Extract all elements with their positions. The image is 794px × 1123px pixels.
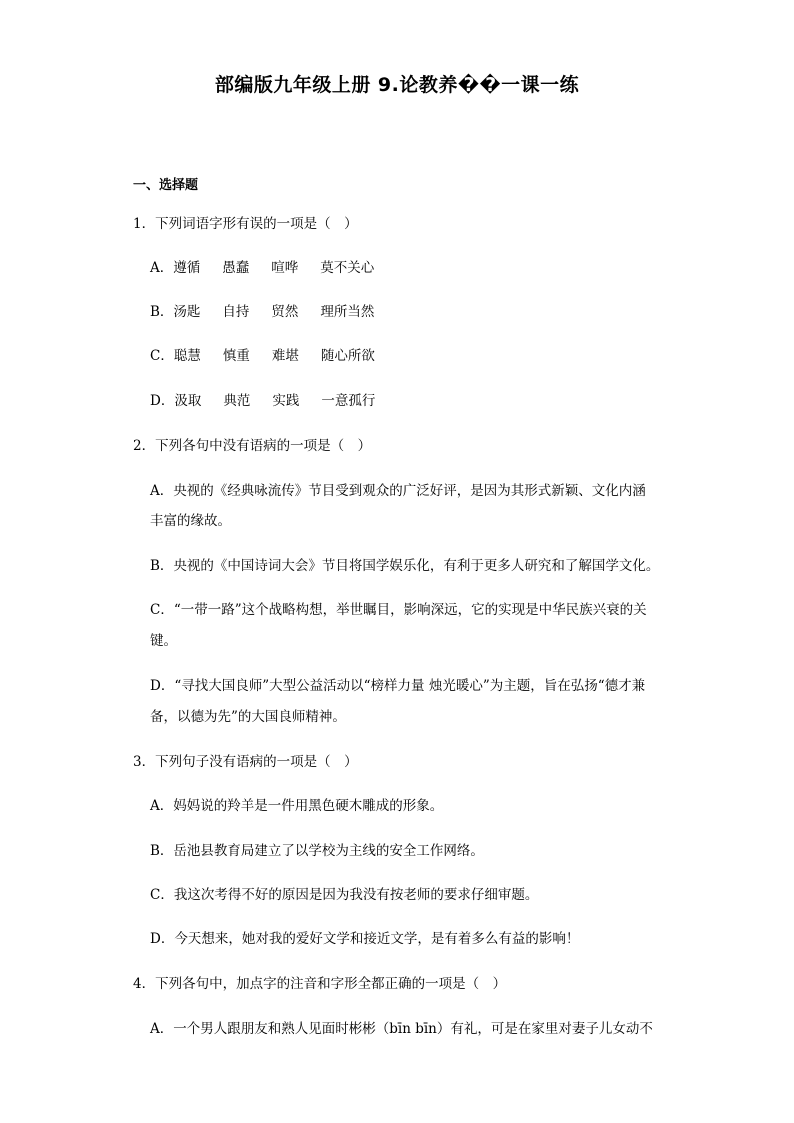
option-word: 莫不关心 bbox=[320, 260, 375, 276]
question-4-option-a-line-1: A．一个男人跟朋友和熟人见面时彬彬（bīn bīn）有礼，可是在家里对妻子儿女动不 bbox=[150, 1021, 653, 1037]
option-word: 难堪 bbox=[271, 348, 299, 364]
option-word: 贸然 bbox=[271, 304, 299, 320]
option-word: 一意孤行 bbox=[321, 393, 376, 409]
option-word: 理所当然 bbox=[320, 304, 375, 320]
option-word: 汲取 bbox=[174, 393, 202, 409]
question-2-option-c-line-1: C．“一带一路”这个战略构想，举世瞩目，影响深远，它的实现是中华民族兴衰的关 bbox=[150, 602, 647, 618]
option-word: 典范 bbox=[223, 393, 251, 409]
question-1-stem: 1．下列词语字形有误的一项是（ ） bbox=[133, 216, 358, 232]
question-3-stem: 3．下列句子没有语病的一项是（ ） bbox=[133, 754, 358, 770]
question-2-option-c-line-2: 键。 bbox=[150, 633, 177, 649]
option-prefix: D． bbox=[150, 393, 175, 409]
question-2-option-a-line-1: A．央视的《经典咏流传》节目受到观众的广泛好评，是因为其形式新颖、文化内涵 bbox=[150, 483, 646, 499]
option-prefix: B． bbox=[150, 304, 174, 320]
question-1-option-b bbox=[150, 303, 374, 321]
question-3-option-d: D．今天想来，她对我的爱好文学和接近文学，是有着多么有益的影响！ bbox=[150, 931, 580, 947]
question-2-option-d-line-1: D．“寻找大国良师”大型公益活动以“榜样力量 烛光暖心”为主题，旨在弘扬“德才兼 bbox=[150, 678, 646, 694]
option-word: 慎重 bbox=[222, 348, 250, 364]
option-word: 实践 bbox=[272, 393, 300, 409]
question-3-option-b: B．岳池县教育局建立了以学校为主线的安全工作网络。 bbox=[150, 843, 484, 859]
option-word: 自持 bbox=[222, 304, 250, 320]
document-title: 部编版九年级上册 9.论教养��一课一练 bbox=[214, 74, 580, 96]
section-heading: 一、选择题 bbox=[133, 178, 199, 193]
question-2-option-b: B．央视的《中国诗词大会》节目将国学娱乐化，有利于更多人研究和了解国学文化。 bbox=[150, 558, 660, 574]
question-1-option-d bbox=[150, 392, 375, 410]
option-word: 遵循 bbox=[173, 260, 201, 276]
question-2-option-a-line-2: 丰富的缘故。 bbox=[150, 513, 231, 529]
option-word: 愚蠢 bbox=[222, 260, 250, 276]
question-3-option-a: A．妈妈说的羚羊是一件用黑色硬木雕成的形象。 bbox=[150, 798, 444, 814]
option-word: 聪慧 bbox=[173, 348, 201, 364]
question-1-option-c bbox=[150, 347, 375, 365]
question-2-stem: 2．下列各句中没有语病的一项是（ ） bbox=[133, 438, 372, 454]
option-prefix: C． bbox=[150, 348, 174, 364]
option-prefix: A． bbox=[150, 260, 174, 276]
option-word: 随心所欲 bbox=[320, 348, 375, 364]
question-1-option-a bbox=[150, 259, 374, 277]
option-word: 喧哗 bbox=[271, 260, 299, 276]
question-2-option-d-line-2: 备，以德为先”的大国良师精神。 bbox=[150, 709, 346, 725]
question-3-option-c: C．我这次考得不好的原因是因为我没有按老师的要求仔细审题。 bbox=[150, 887, 539, 903]
question-4-stem: 4．下列各句中，加点字的注音和字形全都正确的一项是（ ） bbox=[133, 976, 507, 992]
option-word: 汤匙 bbox=[173, 304, 201, 320]
